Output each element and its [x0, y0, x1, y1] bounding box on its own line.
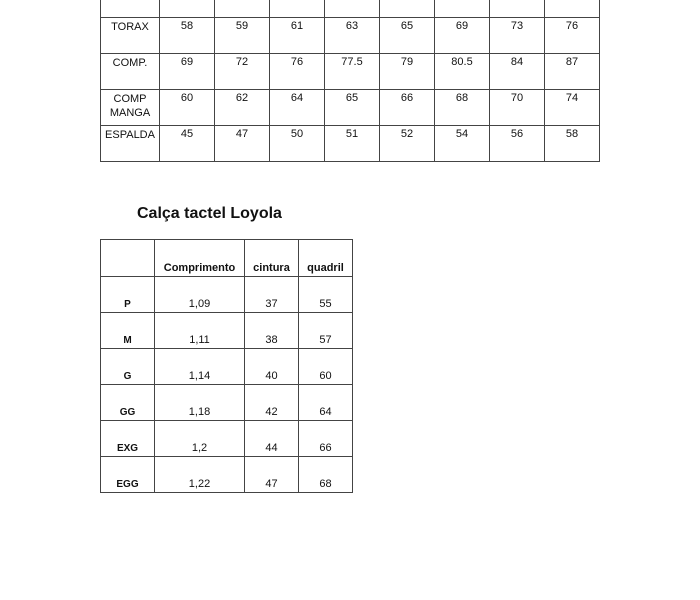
row-label: COMP MANGA: [101, 90, 160, 126]
table-cell: 38: [245, 313, 299, 349]
table-cell: 58: [160, 18, 215, 54]
table-cell: 66: [299, 421, 353, 457]
header-cell-comprimento: Comprimento: [155, 240, 245, 277]
table-row: [101, 54, 600, 90]
table-row: [101, 457, 353, 493]
table-cell: 61: [270, 18, 325, 54]
row-label: COMP.: [101, 54, 160, 90]
table-cell: 1,22: [155, 457, 245, 493]
table-header-row-cropped: [101, 0, 600, 18]
table-cell: 59: [215, 18, 270, 54]
table-row: [101, 90, 600, 126]
table-cell: 52: [380, 126, 435, 162]
header-cell: [380, 0, 435, 18]
table-cell: 76: [270, 54, 325, 90]
header-cell-cintura: cintura: [245, 240, 299, 277]
table-cell: 51: [325, 126, 380, 162]
table-cell: 1,18: [155, 385, 245, 421]
header-cell: [490, 0, 545, 18]
size-label: G: [101, 349, 155, 385]
table-row: [101, 18, 600, 54]
table-cell: 63: [325, 18, 380, 54]
header-cell: [435, 0, 490, 18]
table-cell: 68: [299, 457, 353, 493]
size-label: GG: [101, 385, 155, 421]
table-cell: 65: [380, 18, 435, 54]
shirt-measurement-table: [100, 0, 600, 162]
table-cell: 87: [545, 54, 600, 90]
table-cell: 50: [270, 126, 325, 162]
table-row: [101, 313, 353, 349]
row-label: TORAX: [101, 18, 160, 54]
table-cell: 47: [215, 126, 270, 162]
table-cell: 54: [435, 126, 490, 162]
table-cell: 70: [490, 90, 545, 126]
pants-measurement-table: [100, 239, 353, 493]
table-cell: 84: [490, 54, 545, 90]
table-header-row: [101, 240, 353, 277]
table-row: [101, 349, 353, 385]
pants-section-title: Calça tactel Loyola: [137, 205, 282, 222]
table-cell: 1,2: [155, 421, 245, 457]
table-cell: 77.5: [325, 54, 380, 90]
table-cell: 66: [380, 90, 435, 126]
header-cell: [270, 0, 325, 18]
size-label: P: [101, 277, 155, 313]
table-cell: 47: [245, 457, 299, 493]
table-row: [101, 126, 600, 162]
table-cell: 1,14: [155, 349, 245, 385]
table-cell: 58: [545, 126, 600, 162]
table-cell: 62: [215, 90, 270, 126]
table-cell: 60: [160, 90, 215, 126]
table-cell: 76: [545, 18, 600, 54]
table-cell: 69: [160, 54, 215, 90]
table-cell: 40: [245, 349, 299, 385]
table-cell: 42: [245, 385, 299, 421]
table-cell: 1,11: [155, 313, 245, 349]
header-cell: [325, 0, 380, 18]
size-label: EGG: [101, 457, 155, 493]
table-cell: 64: [299, 385, 353, 421]
row-label: ESPALDA: [101, 126, 160, 162]
table-row: [101, 421, 353, 457]
header-cell: [160, 0, 215, 18]
table-cell: 45: [160, 126, 215, 162]
table-cell: 73: [490, 18, 545, 54]
header-cell: [101, 240, 155, 277]
table-cell: 72: [215, 54, 270, 90]
table-cell: 44: [245, 421, 299, 457]
table-row: [101, 277, 353, 313]
table-cell: 68: [435, 90, 490, 126]
header-cell-quadril: quadril: [299, 240, 353, 277]
table-cell: 55: [299, 277, 353, 313]
table-cell: 79: [380, 54, 435, 90]
table-row: [101, 385, 353, 421]
size-label: EXG: [101, 421, 155, 457]
table-cell: 74: [545, 90, 600, 126]
header-cell: [545, 0, 600, 18]
size-label: M: [101, 313, 155, 349]
header-cell: [101, 0, 160, 18]
table-cell: 69: [435, 18, 490, 54]
table-cell: 56: [490, 126, 545, 162]
table-cell: 65: [325, 90, 380, 126]
table-cell: 57: [299, 313, 353, 349]
table-cell: 60: [299, 349, 353, 385]
table-cell: 64: [270, 90, 325, 126]
table-cell: 80.5: [435, 54, 490, 90]
table-cell: 1,09: [155, 277, 245, 313]
header-cell: [215, 0, 270, 18]
table-cell: 37: [245, 277, 299, 313]
